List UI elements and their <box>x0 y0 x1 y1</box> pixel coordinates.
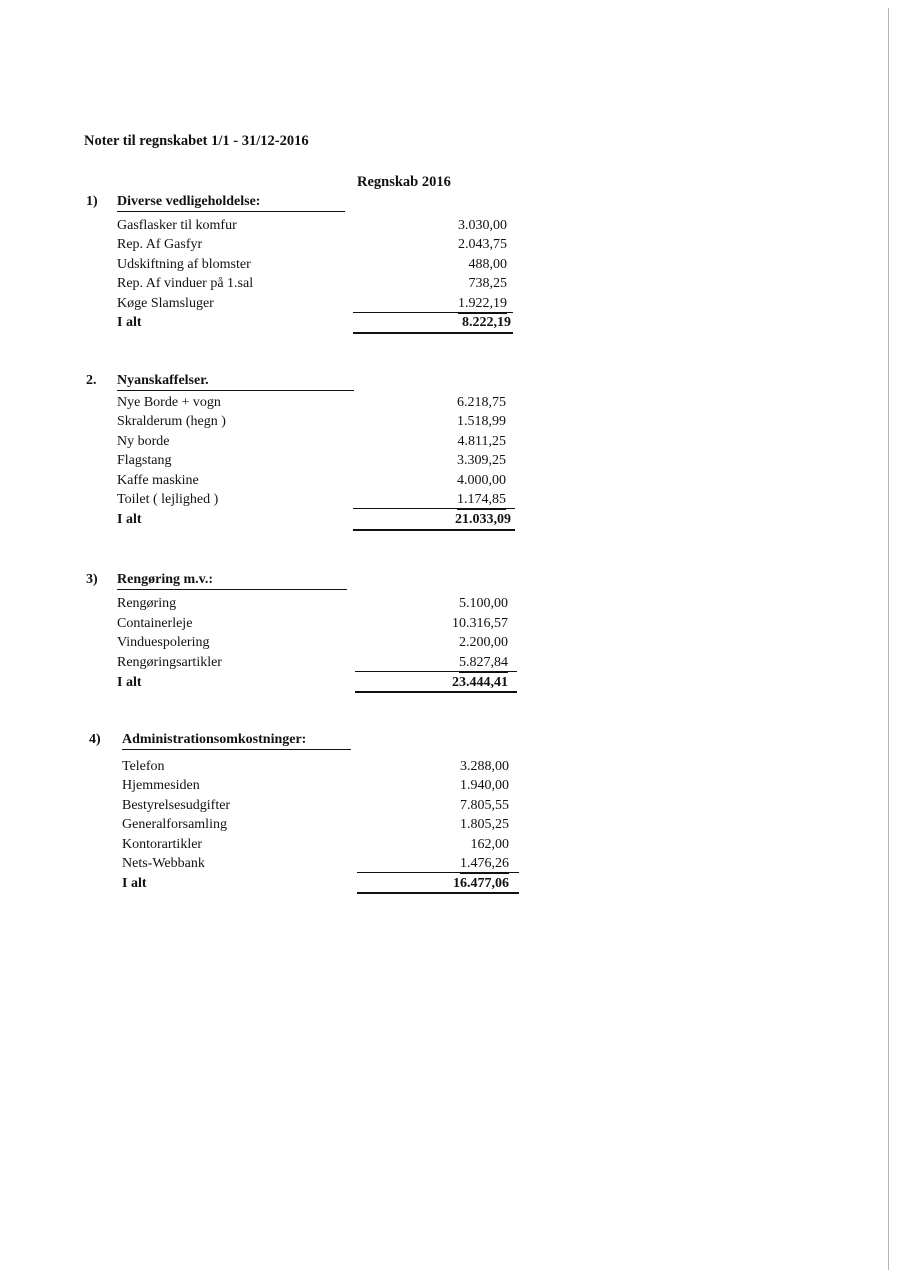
line-item <box>117 393 506 412</box>
line-item-label: Kaffe maskine <box>117 473 199 488</box>
line-item-value: 1.476,26 <box>460 854 509 874</box>
total-label: I alt <box>117 512 142 527</box>
line-item <box>122 796 509 815</box>
line-item-label: Containerleje <box>117 616 193 631</box>
line-item <box>122 835 509 854</box>
line-item-value: 3.288,00 <box>460 759 509 774</box>
line-item-label: Toilet ( lejlighed ) <box>117 492 219 507</box>
line-item-label: Telefon <box>122 759 165 774</box>
line-item-value: 2.043,75 <box>458 237 507 252</box>
line-item-label: Generalforsamling <box>122 817 227 832</box>
total-row <box>117 673 508 692</box>
total-value: 8.222,19 <box>462 315 511 330</box>
subtotal-rule <box>355 671 517 672</box>
line-item-label: Gasflasker til komfur <box>117 218 237 233</box>
line-item-value: 1.518,99 <box>457 414 506 429</box>
line-item <box>117 432 506 451</box>
line-item <box>117 216 507 235</box>
section-title: Rengøring m.v.: <box>117 572 347 590</box>
line-item <box>122 854 509 873</box>
subtotal-rule <box>353 508 515 509</box>
line-item-value: 1.174,85 <box>457 490 506 510</box>
total-rule <box>353 332 513 334</box>
line-item-label: Køge Slamsluger <box>117 296 214 311</box>
section-title: Administrationsomkostninger: <box>122 732 351 750</box>
line-item-value: 1.922,19 <box>458 294 507 314</box>
line-item <box>117 471 506 490</box>
line-item <box>117 614 508 633</box>
line-item <box>122 776 509 795</box>
total-rule <box>357 892 519 894</box>
line-item-value: 3.309,25 <box>457 453 506 468</box>
line-item-label: Rengøringsartikler <box>117 655 222 670</box>
line-item-label: Rep. Af vinduer på 1.sal <box>117 276 254 291</box>
total-label: I alt <box>122 876 147 891</box>
line-item-label: Rep. Af Gasfyr <box>117 237 203 252</box>
section-number: 4) <box>89 732 101 747</box>
line-item-value: 4.811,25 <box>457 434 506 449</box>
section-title: Diverse vedligeholdelse: <box>117 194 345 212</box>
line-item-value: 3.030,00 <box>458 218 507 233</box>
section-title: Nyanskaffelser. <box>117 373 354 391</box>
line-item <box>122 757 509 776</box>
line-item-label: Ny borde <box>117 434 170 449</box>
line-item <box>117 255 507 274</box>
line-item-value: 162,00 <box>470 837 509 852</box>
line-item-value: 488,00 <box>468 257 507 272</box>
line-item-value: 6.218,75 <box>457 395 506 410</box>
line-item <box>122 815 509 834</box>
total-value: 16.477,06 <box>453 876 509 891</box>
line-item-value: 4.000,00 <box>457 473 506 488</box>
line-item-label: Nye Borde + vogn <box>117 395 221 410</box>
line-item-label: Kontorartikler <box>122 837 203 852</box>
total-label: I alt <box>117 315 142 330</box>
line-item-label: Nets-Webbank <box>122 856 205 871</box>
line-item-label: Rengøring <box>117 596 177 611</box>
line-item <box>117 594 508 613</box>
line-item-label: Flagstang <box>117 453 172 468</box>
line-item <box>117 412 506 431</box>
line-item-label: Skralderum (hegn ) <box>117 414 226 429</box>
line-item-label: Hjemmesiden <box>122 778 200 793</box>
line-item-value: 1.805,25 <box>460 817 509 832</box>
line-item-label: Udskiftning af blomster <box>117 257 251 272</box>
document-title: Noter til regnskabet 1/1 - 31/12-2016 <box>84 133 309 149</box>
section-number: 1) <box>86 194 98 209</box>
total-value: 23.444,41 <box>452 675 508 690</box>
total-rule <box>353 529 515 531</box>
line-item <box>117 451 506 470</box>
line-item-value: 1.940,00 <box>460 778 509 793</box>
line-item-value: 2.200,00 <box>459 635 508 650</box>
total-rule <box>355 691 517 693</box>
line-item <box>117 633 508 652</box>
line-item <box>117 653 508 672</box>
line-item-value: 7.805,55 <box>460 798 509 813</box>
line-item <box>117 235 507 254</box>
total-row <box>117 510 511 529</box>
line-item <box>117 294 507 313</box>
line-item-value: 10.316,57 <box>452 616 508 631</box>
line-item <box>117 274 507 293</box>
subtotal-rule <box>357 872 519 873</box>
total-label: I alt <box>117 675 142 690</box>
line-item-value: 5.827,84 <box>459 653 508 673</box>
line-item-label: Bestyrelsesudgifter <box>122 798 231 813</box>
line-item-value: 738,25 <box>468 276 507 291</box>
line-item-value: 5.100,00 <box>459 596 508 611</box>
section-number: 3) <box>86 572 98 587</box>
total-value: 21.033,09 <box>455 512 511 527</box>
total-row <box>117 313 511 332</box>
section-number: 2. <box>86 373 97 388</box>
page-edge-line <box>888 8 889 1270</box>
line-item <box>117 490 506 509</box>
line-item-label: Vinduespolering <box>117 635 210 650</box>
column-header: Regnskab 2016 <box>357 174 451 190</box>
total-row <box>122 874 509 893</box>
